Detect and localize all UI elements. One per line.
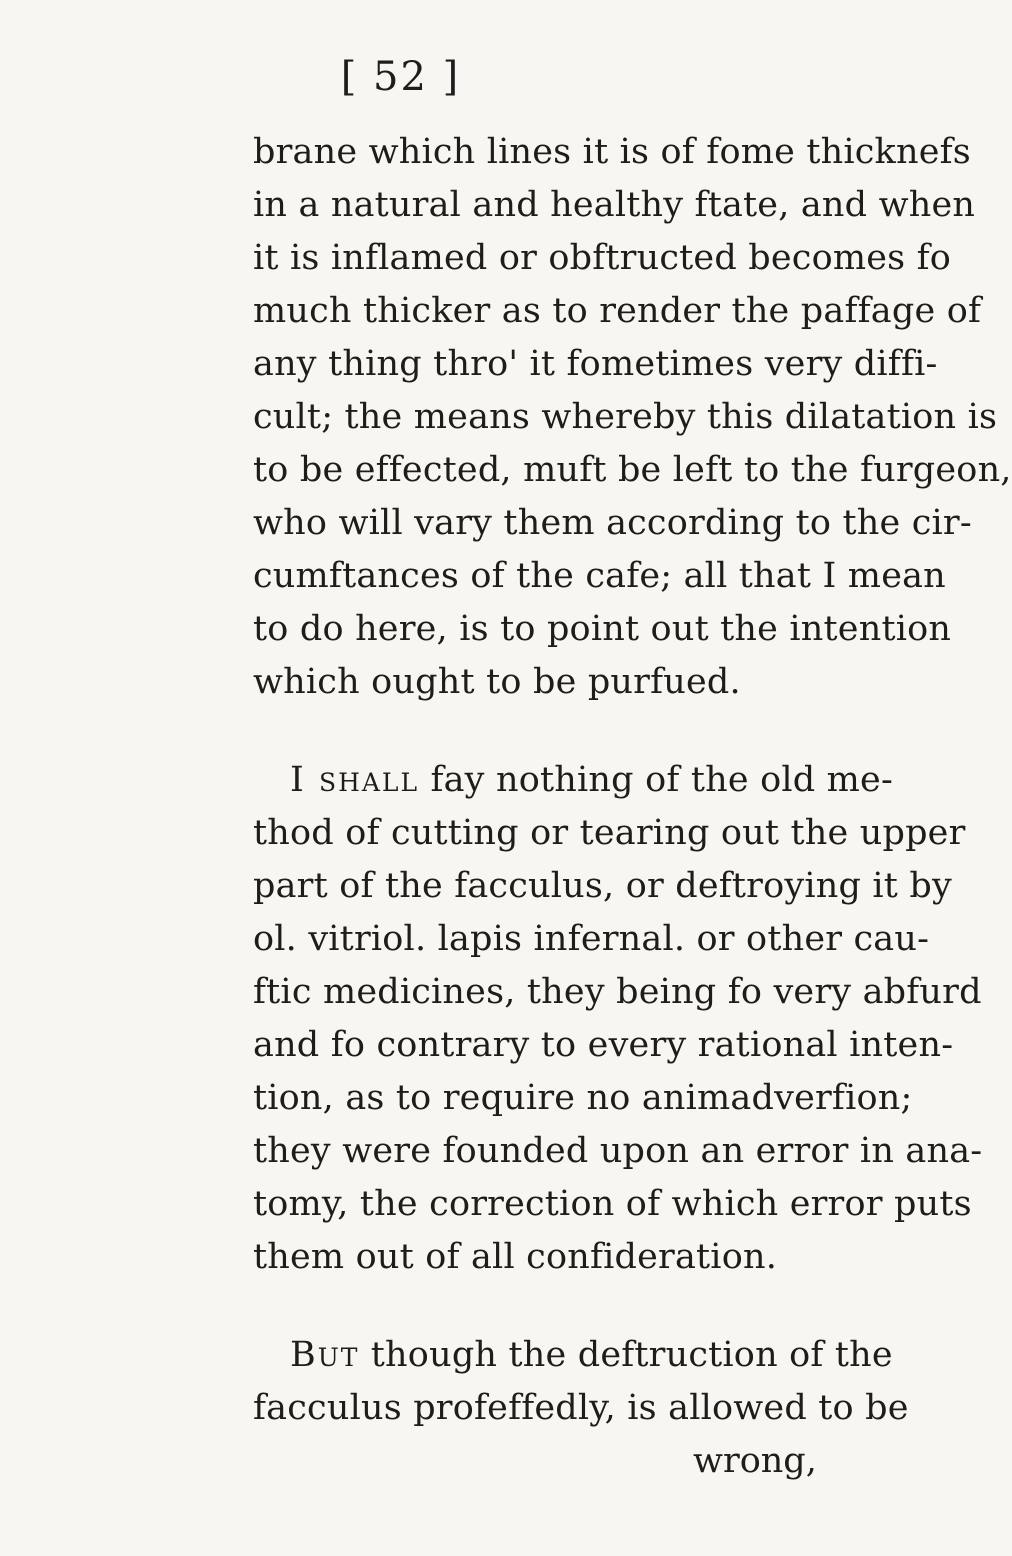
- text-line: facculus profeffedly, is allowed to be: [253, 1388, 909, 1428]
- text-line: tion, as to require no animadverfion;: [253, 1078, 913, 1118]
- paragraph-first-line: [290, 760, 893, 800]
- text-line: cumftances of the cafe; all that I mean: [253, 556, 946, 596]
- text-line: thod of cutting or tearing out the upper: [253, 813, 966, 853]
- first-line-rest: though the deftruction of the: [359, 1335, 893, 1375]
- text-line: ftic medicines, they being fo very abfurd: [253, 972, 982, 1012]
- paragraph-first-line: [290, 1335, 893, 1375]
- text-line: much thicker as to render the paffage of: [253, 291, 982, 331]
- text-line: they were founded upon an error in ana-: [253, 1131, 983, 1171]
- text-line: in a natural and healthy ftate, and when: [253, 185, 976, 225]
- text-line: it is inflamed or obftructed becomes fo: [253, 238, 952, 278]
- text-line: to do here, is to point out the intention: [253, 609, 952, 649]
- text-line: ol. vitriol. lapis infernal. or other cau-: [253, 919, 930, 959]
- text-line: brane which lines it is of fome thicknefs: [253, 132, 971, 172]
- small-caps-lead-word: But: [290, 1335, 360, 1375]
- text-line: tomy, the correction of which error puts: [253, 1184, 972, 1224]
- text-line: any thing thro' it fometimes very diffi-: [253, 344, 938, 384]
- text-line: them out of all confideration.: [253, 1237, 778, 1277]
- text-line: who will vary them according to the cir-: [253, 503, 972, 543]
- text-line: to be effected, muft be left to the furgeon,: [253, 450, 1012, 490]
- text-line: and fo contrary to every rational inten-: [253, 1025, 954, 1065]
- text-line: cult; the means whereby this dilatation is: [253, 397, 998, 437]
- text-line: which ought to be purfued.: [253, 662, 741, 702]
- first-line-rest: fay nothing of the old me-: [419, 760, 893, 800]
- catchword: wrong,: [693, 1441, 817, 1481]
- small-caps-lead-word: I shall: [290, 760, 420, 800]
- text-line: part of the facculus, or deftroying it by: [253, 866, 952, 906]
- page-number: [ 52 ]: [340, 54, 461, 100]
